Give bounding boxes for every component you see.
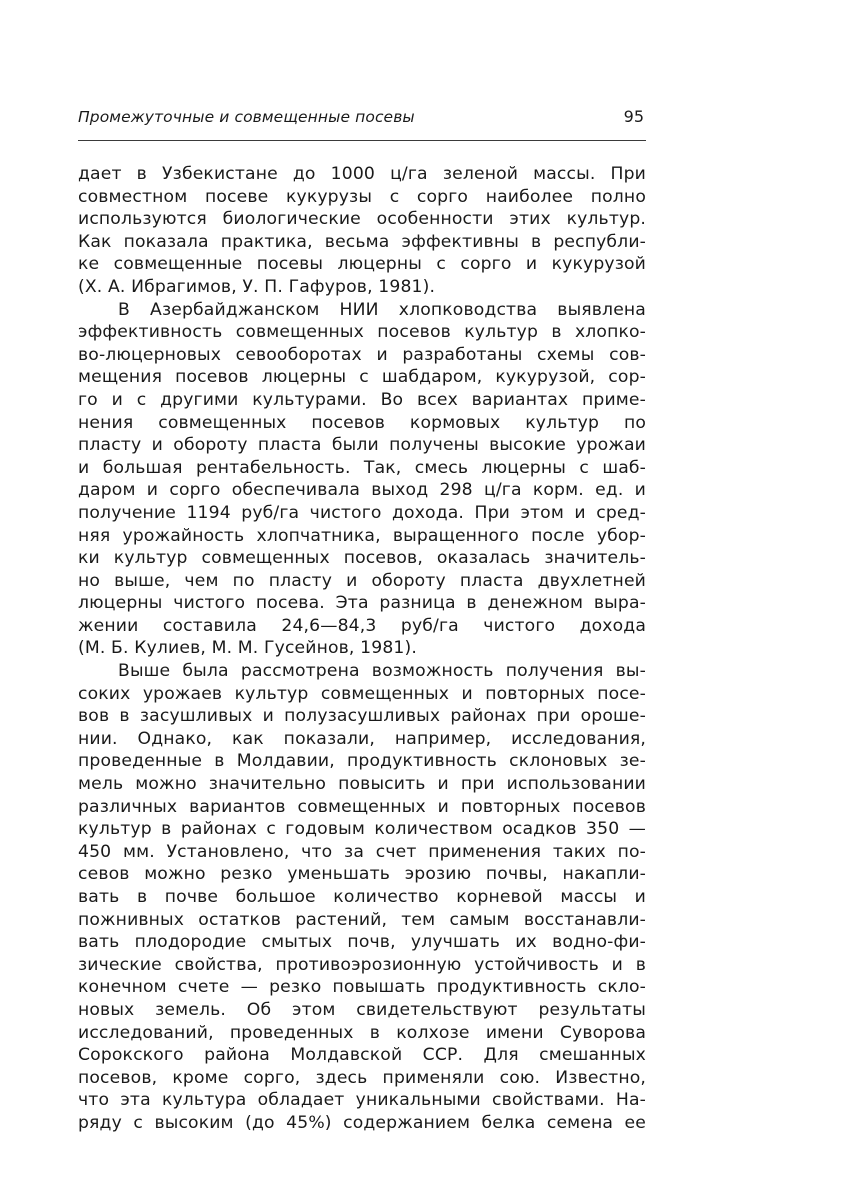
text-line: исследований, проведенных в колхозе имени Суворова xyxy=(78,1022,646,1043)
text-line: 450 мм. Установлено, что за счет применения таких по- xyxy=(78,841,646,862)
text-line: Сорокского района Молдавской ССР. Для смешанных xyxy=(78,1045,646,1066)
text-line: жении составила 24,6—84,3 руб/га чистого дохода xyxy=(78,615,646,636)
text-line: во-люцерновых севооборотах и разработаны схемы сов- xyxy=(78,344,646,365)
paragraph-start-line: Выше была рассмотрена возможность получения вы- xyxy=(118,661,646,682)
text-line: вать в почве большое количество корневой массы и xyxy=(78,887,646,907)
text-line: няя урожайность хлопчатника, выращенного после убор- xyxy=(78,525,646,546)
text-line: ки культур совмещенных посевов, оказалась значитель- xyxy=(78,548,646,569)
text-line: и большая рентабельность. Так, смесь люцерны с шаб- xyxy=(78,457,646,478)
header-rule xyxy=(78,140,646,141)
body-text xyxy=(78,163,646,1135)
text-line: люцерны чистого посева. Эта разница в денежном выра- xyxy=(78,593,646,614)
text-line: но выше, чем по пласту и обороту пласта двухлетней xyxy=(78,570,646,591)
text-line: севов можно резко уменьшать эрозию почвы, накапли- xyxy=(78,864,646,885)
paragraph-start-line: В Азербайджанском НИИ хлопководства выявлена xyxy=(118,299,646,320)
text-line: совместном посеве кукурузы с сорго наиболее полно xyxy=(78,186,646,207)
text-line: пожнивных остатков растений, тем самым восстанавли- xyxy=(78,909,646,930)
text-line: вов в засушливых и полузасушливых районах при ороше- xyxy=(78,706,646,727)
text-line: вать плодородие смытых почв, улучшать их водно-фи- xyxy=(78,932,646,953)
text-line: ряду с высоким (до 45%) содержанием белка семена ее xyxy=(78,1112,646,1133)
text-line: эффективность совмещенных посевов культур в хлопко- xyxy=(78,322,646,343)
text-line: посевов, кроме сорго, здесь применяли сою. Известно, xyxy=(78,1067,646,1088)
running-header xyxy=(78,108,646,132)
paragraph-end-line: (Х. А. Ибрагимов, У. П. Гафуров, 1981). xyxy=(78,276,436,297)
text-line: проведенные в Молдавии, продуктивность склоновых зе- xyxy=(78,751,646,772)
text-line: даром и сорго обеспечивала выход 298 ц/га корм. ед. и xyxy=(78,480,646,501)
text-line: дает в Узбекистане до 1000 ц/га зеленой массы. При xyxy=(78,164,646,184)
text-line: новых земель. Об этом свидетельствуют результаты xyxy=(78,999,646,1020)
text-line: что эта культура обладает уникальными свойствами. На- xyxy=(78,1090,646,1111)
text-line: получение 1194 руб/га чистого дохода. При этом и сред- xyxy=(78,502,646,523)
text-line: Как показала практика, весьма эффективны в республи- xyxy=(78,231,646,252)
text-line: ке совмещенные посевы люцерны с сорго и кукурузой xyxy=(78,254,646,275)
text-line: мещения посевов люцерны с шабдаром, кукурузой, сор- xyxy=(78,367,646,388)
text-line: соких урожаев культур совмещенных и повторных посе- xyxy=(78,683,646,704)
page-number: 95 xyxy=(623,107,644,126)
paragraph-end-line: (М. Б. Кулиев, М. М. Гусейнов, 1981). xyxy=(78,638,417,659)
text-line: конечном счете — резко повышать продуктивность скло- xyxy=(78,977,646,998)
text-line: мель можно значительно повысить и при использовании xyxy=(78,774,646,795)
text-line: различных вариантов совмещенных и повторных посевов xyxy=(78,796,646,817)
text-line: культур в районах с годовым количеством осадков 350 — xyxy=(78,819,646,840)
text-line: го и с другими культурами. Во всех вариантах приме- xyxy=(78,389,646,410)
text-line: зические свойства, противоэрозионную устойчивость и в xyxy=(78,954,646,975)
text-line: нии. Однако, как показали, например, исследования, xyxy=(78,728,646,749)
text-line: используются биологические особенности этих культур. xyxy=(78,209,646,230)
running-header-title: Промежуточные и совмещенные посевы xyxy=(78,108,415,126)
text-line: пласту и обороту пласта были получены высокие урожаи xyxy=(78,435,646,456)
text-line: нения совмещенных посевов кормовых культур по xyxy=(78,412,646,433)
